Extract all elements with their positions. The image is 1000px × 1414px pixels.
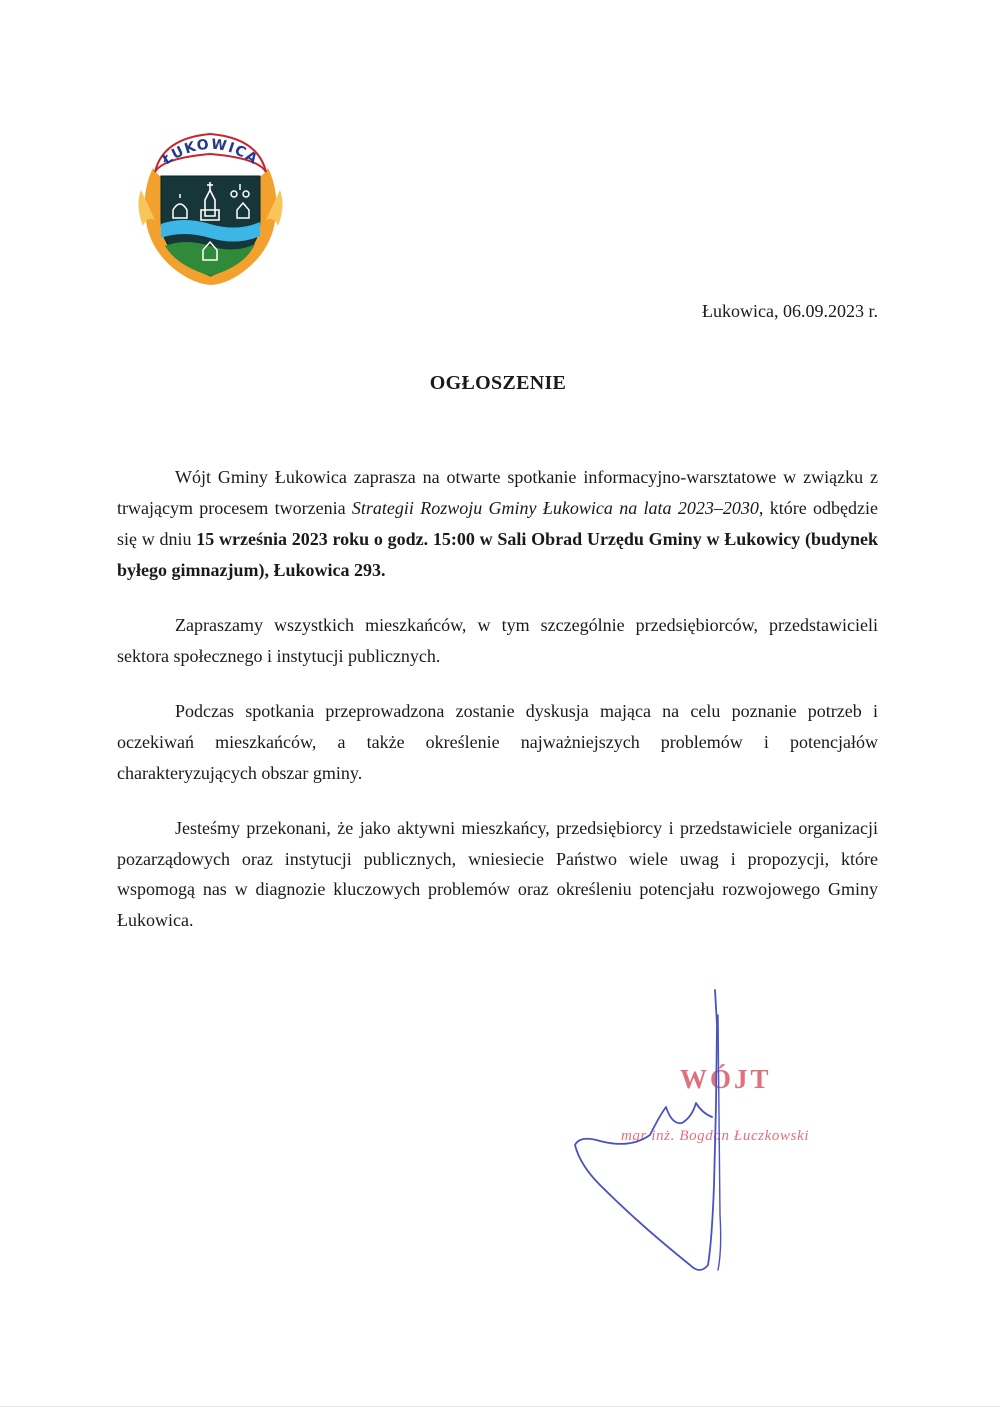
coat-of-arms-logo xyxy=(133,128,288,286)
document-body xyxy=(117,462,878,960)
handwritten-signature xyxy=(560,985,840,1275)
paragraph-invitation: Wójt Gminy Łukowica zaprasza na otwarte spotkanie informacyjno-warsztatowe w związku z trwającym procesem tworzenia Strategii Rozwoju Gminy Łukowica na lata 2023–2030, które odbędzie się w dniu 15 września 2023 roku o godz. 15:00 w Sali Obrad Urzędu Gminy w Łukowicy (budynek byłego gimnazjum), Łukowica 293. xyxy=(117,467,878,580)
crest-banner-text: ŁUKOWICA xyxy=(159,136,262,169)
stamp-name: mgr inż. Bogdan Łuczkowski xyxy=(621,1128,810,1144)
paragraph-closing: Jesteśmy przekonani, że jako aktywni mieszkańcy, przedsiębiorcy i przedstawiciele organizacji pozarządowych oraz instytucji publicznych, wniesiecie Państwo wiele uwag i propozycji, które wspomogą nas w diagnozie kluczowych problemów oraz określeniu potencjału rozwojowego Gminy Łukowica. xyxy=(117,817,878,931)
strategy-title: Strategii Rozwoju Gminy Łukowica na lata 2023–2030 xyxy=(351,497,759,518)
document-date: Łukowica, 06.09.2023 r. xyxy=(702,301,878,321)
meeting-details: 15 września 2023 roku o godz. 15:00 w Sali Obrad Urzędu Gminy w Łukowicy (budynek byłego gimnazjum), Łukowica 293. xyxy=(117,528,878,580)
page-edge xyxy=(0,1406,1000,1407)
paragraph-purpose: Podczas spotkania przeprowadzona zostanie dyskusja mająca na celu poznanie potrzeb i oczekiwań mieszkańców, a także określenie najważniejszych problemów i potencjałów charakteryzujących obszar gminy. xyxy=(117,700,878,783)
paragraph-audience: Zapraszamy wszystkich mieszkańców, w tym szczególnie przedsiębiorców, przedstawicieli sektora społecznego i instytucji publicznych. xyxy=(117,614,878,666)
stamp-title: WÓJT xyxy=(680,1064,772,1094)
document-title: OGŁOSZENIE xyxy=(429,372,567,394)
